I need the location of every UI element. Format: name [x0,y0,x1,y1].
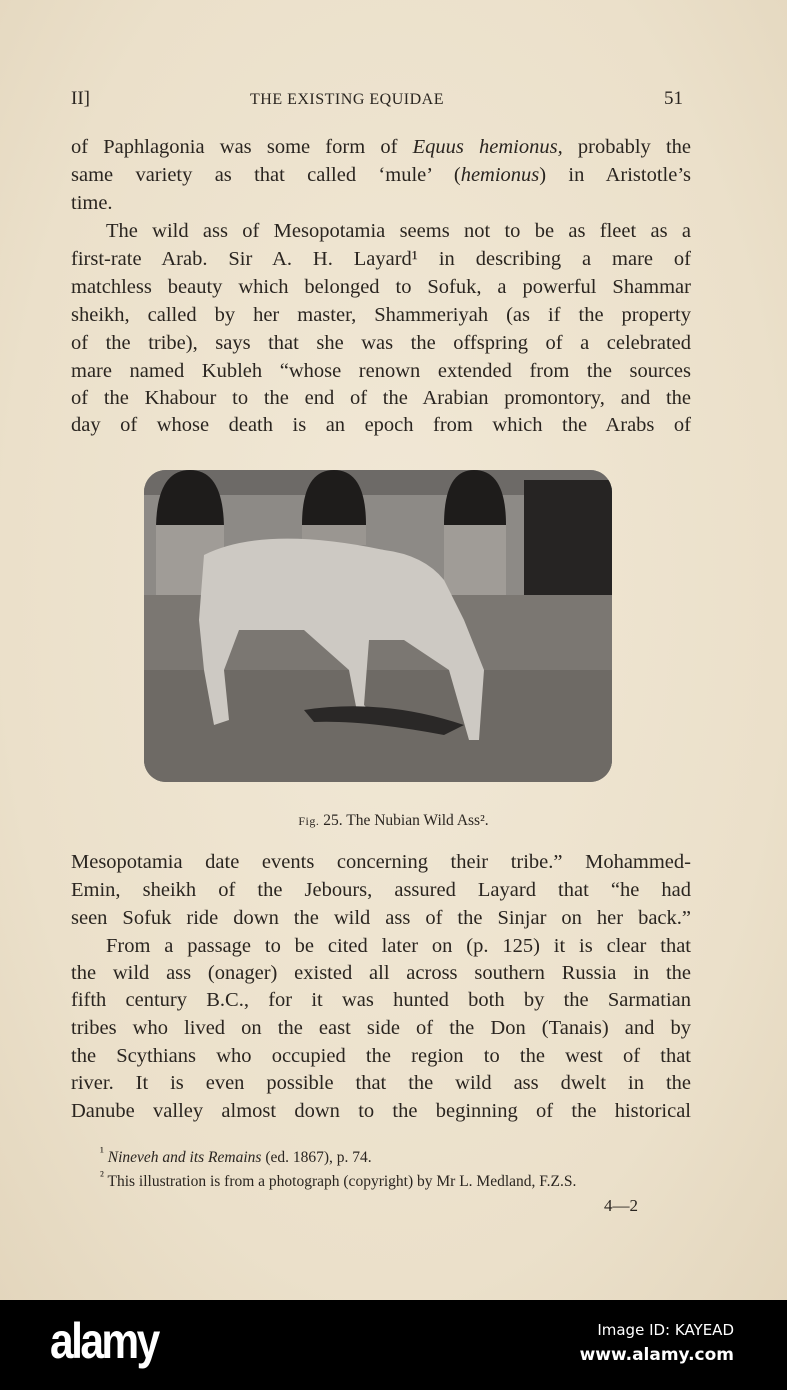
figure-caption: Fig. 25. The Nubian Wild Ass². [298,812,489,829]
text-line: sheikh, called by her master, Shammeriyah (as if the property [71,304,691,326]
text-line: seen Sofuk ride down the wild ass of the Sinjar on her back.” [71,907,691,929]
text-line: the Scythians who occupied the region to the west of that [71,1045,691,1067]
text-line: Emin, sheikh of the Jebours, assured Layard that “he had [71,879,691,901]
text-line: From a passage to be cited later on (p. 125) it is clear that [106,935,691,957]
text-line: fifth century B.C., for it was hunted both by the Sarmatian [71,989,691,1011]
signature-mark: 4—2 [604,1196,638,1215]
footnote-1: $^{^1}$ Nineveh and its Remains (ed. 1867), p. 74. [100,1144,372,1167]
text-line: time. [71,192,113,214]
image-id: Image ID: KAYEAD [597,1321,734,1339]
footnote-2: $^{^2}$ This illustration is from a photograph (copyright) by Mr L. Medland, F.Z.S. [100,1168,577,1191]
page-number: 51 [664,88,683,109]
text-line: day of whose death is an epoch from which the Arabs of [71,414,691,436]
text-line: Mesopotamia date events concerning their tribe.” Mohammed- [71,851,691,873]
alamy-logo: alamy [50,1313,158,1369]
watermark-url: www.alamy.com [579,1345,734,1365]
text-line: first-rate Arab. Sir A. H. Layard¹ in describing a mare of [71,248,691,270]
text-line: Danube valley almost down to the beginning of the historical [71,1100,691,1122]
text-line: The wild ass of Mesopotamia seems not to be as fleet as a [106,220,691,242]
chapter-number: II] [71,88,90,109]
text-line: mare named Kubleh “whose renown extended from the sources [71,360,691,382]
text-line: tribes who lived on the east side of the Don (Tanais) and by [71,1017,691,1039]
text-line: of the Khabour to the end of the Arabian promontory, and the [71,387,691,409]
text-line: matchless beauty which belonged to Sofuk, a powerful Shammar [71,276,691,298]
text-line: of the tribe), says that she was the offspring of a celebrated [71,332,691,354]
text-line: of Paphlagonia was some form of Equus hemionus, probably the [71,136,691,158]
text-line: same variety as that called ‘mule’ (hemionus) in Aristotle’s [71,164,691,186]
text-line: river. It is even possible that the wild ass dwelt in the [71,1072,691,1094]
text-line: the wild ass (onager) existed all across southern Russia in the [71,962,691,984]
running-title: THE EXISTING EQUIDAE [250,91,444,108]
wild-ass-photograph [144,470,612,782]
